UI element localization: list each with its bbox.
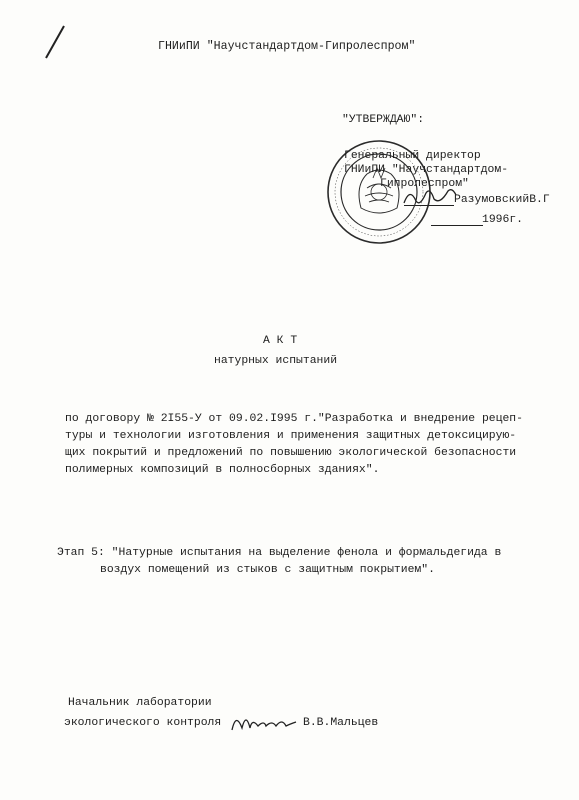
approval-position-line1: Генеральный директор — [344, 150, 481, 162]
pen-mark — [40, 22, 70, 62]
approval-position-line2: ГНИиПИ "Научстандартдом- — [344, 164, 509, 176]
approval-heading: "УТВЕРЖДАЮ": — [342, 114, 425, 126]
director-signature — [400, 183, 460, 211]
document-title: А К Т — [263, 335, 298, 347]
date-underline — [431, 225, 483, 226]
body-line-3: щих покрытий и предложений по повышению экологической безопасности — [65, 447, 517, 459]
body-line-4: полимерных композиций в полносборных зданиях". — [65, 464, 380, 476]
organization-header: ГНИиПИ "Научстандартдом-Гипролеспром" — [158, 40, 416, 53]
approval-position-line3: Гипролеспром" — [380, 178, 469, 190]
signature-underline — [404, 205, 454, 206]
approval-signatory: РазумовскийВ.Г — [454, 194, 550, 206]
stage-line-2: воздух помещений из стыков с защитным покрытием". — [100, 564, 435, 576]
footer-title-line1: Начальник лаборатории — [68, 697, 212, 709]
body-line-2: туры и технологии изготовления и применения защитных детоксицирую- — [65, 430, 517, 442]
document-subtitle: натурных испытаний — [214, 355, 338, 367]
approval-year: 1996г. — [482, 214, 524, 226]
footer-title-line2: экологического контроля — [64, 717, 222, 729]
stage-line-1: Этап 5: "Натурные испытания на выделение фенола и формальдегида в — [57, 547, 502, 559]
body-line-1: по договору № 2I55-У от 09.02.I995 г."Разработка и внедрение рецеп- — [65, 413, 523, 425]
footer-name: В.В.Мальцев — [303, 717, 379, 729]
lab-head-signature — [228, 706, 300, 736]
